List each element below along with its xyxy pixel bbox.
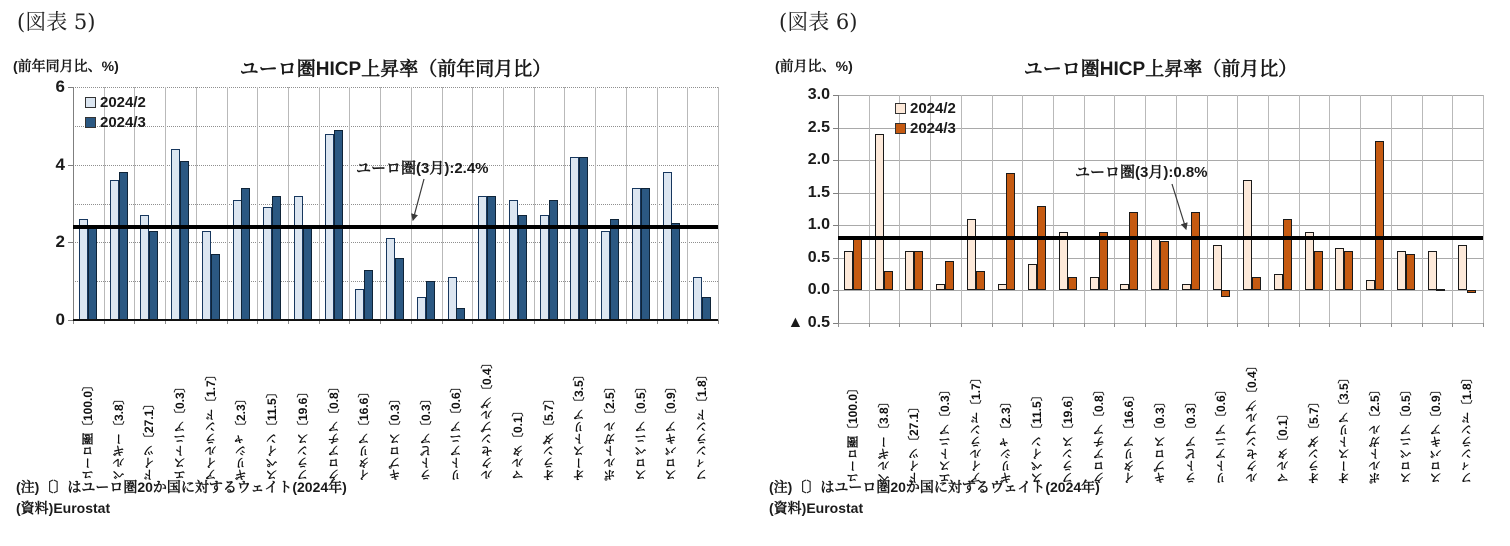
bar (610, 219, 619, 320)
x-category-label (73, 326, 104, 481)
x-category-label (899, 329, 930, 484)
gridline-v (1145, 95, 1146, 323)
gridline-h (838, 193, 1483, 194)
note-weights: (注)〔〕はユーロ圏20か国に対するウェイト(2024年) (769, 479, 1100, 495)
x-category-label-text: スロベニア〔0.5〕 (1398, 382, 1413, 484)
axis-tick (1145, 323, 1146, 327)
x-category-label-text: クロアチア〔0.8〕 (326, 380, 341, 481)
bar (663, 172, 672, 320)
bar (945, 261, 954, 290)
gridline-v (1114, 95, 1115, 323)
annotation-label: ユーロ圏(3月):2.4% (356, 160, 489, 177)
legend-swatch-2024-2 (895, 103, 906, 114)
x-category-label-text: ユーロ圏〔100.0〕 (80, 378, 95, 481)
axis-tick (1022, 323, 1023, 327)
gridline-h (838, 290, 1483, 291)
x-category-label (411, 326, 442, 481)
x-category-label (196, 326, 227, 481)
y-tick-label: 4 (55, 154, 65, 174)
bar (294, 196, 303, 320)
bar (1397, 251, 1406, 290)
axis-tick (833, 128, 838, 129)
bar (936, 284, 945, 291)
x-category-label-text: ドイツ〔27.1〕 (142, 397, 157, 481)
figure-label: (図表 6) (779, 10, 858, 34)
bar (853, 238, 862, 290)
gridline-v (257, 87, 258, 320)
y-tick-label: 6 (55, 77, 65, 96)
bar (1314, 251, 1323, 290)
x-category-label (165, 326, 196, 481)
y-tick-label: 2.5 (807, 118, 830, 136)
gridline-v (687, 87, 688, 320)
x-category-label (564, 326, 595, 481)
x-category-label (472, 326, 503, 481)
bar (1120, 284, 1129, 291)
x-category-label (442, 326, 473, 481)
y-tick-label: 1.0 (807, 216, 830, 233)
axis-tick (1329, 323, 1330, 327)
x-category-label (687, 326, 718, 481)
x-category-label-text: フィンランド〔1.8〕 (695, 368, 710, 481)
y-tick-label: 1.5 (807, 183, 830, 201)
x-category-label (1237, 329, 1268, 484)
bar (1151, 238, 1160, 290)
note-weights: (注)〔〕はユーロ圏20か国に対するウェイト(2024年) (16, 479, 347, 495)
gridline-v (196, 87, 197, 320)
gridline-v (534, 87, 535, 320)
x-category-label-text: スペイン〔11.5〕 (1030, 388, 1045, 484)
bar (355, 289, 364, 320)
gridline-v (1176, 95, 1177, 323)
bar (364, 270, 373, 320)
x-category-label-text: スペイン〔11.5〕 (265, 386, 280, 481)
legend-label: 2024/2 (100, 94, 146, 111)
bar (641, 188, 650, 320)
axis-tick (718, 320, 719, 324)
bar (487, 196, 496, 320)
legend-label: 2024/2 (910, 100, 956, 117)
gridline-v (411, 87, 412, 320)
x-category-label-text: ユーロ圏〔100.0〕 (845, 381, 860, 484)
x-category-label-text: オーストリア〔3.5〕 (572, 368, 587, 481)
axis-unit-label: (前年同月比、%) (13, 58, 119, 74)
gridline-v (503, 87, 504, 320)
x-category-label-text: フィンランド〔1.8〕 (1460, 370, 1475, 484)
x-category-label (657, 326, 688, 481)
bar (1252, 277, 1261, 290)
bar (386, 238, 395, 320)
x-category-label-text: ポルトガル〔2.5〕 (1367, 382, 1382, 484)
gridline-h (838, 95, 1483, 96)
x-category-label-text: マルタ〔0.1〕 (1275, 406, 1290, 484)
x-category-label (534, 326, 565, 481)
bar (905, 251, 914, 290)
chart-title: ユーロ圏HICP上昇率（前年同月比） (239, 59, 552, 80)
axis-unit-label: (前月比、%) (775, 58, 853, 74)
bar (875, 134, 884, 290)
axis-tick (838, 323, 839, 327)
x-category-label (1084, 329, 1115, 484)
x-category-label (1391, 329, 1422, 484)
bar (1090, 277, 1099, 290)
bar (1129, 212, 1138, 290)
x-category-label-text: ルクセンブルグ〔0.4〕 (480, 356, 495, 481)
x-category-label (1053, 329, 1084, 484)
bar (395, 258, 404, 320)
gridline-h (73, 126, 718, 127)
bar (1428, 251, 1437, 290)
gridline-v (1299, 95, 1300, 323)
y-axis-line (73, 87, 74, 320)
legend-label: 2024/3 (100, 114, 146, 131)
legend-swatch-2024-3 (895, 123, 906, 134)
gridline-v (227, 87, 228, 320)
y-tick-label: 3.0 (807, 86, 830, 103)
bar (1213, 245, 1222, 291)
reference-line (838, 236, 1483, 240)
bar (1458, 245, 1467, 291)
bar (693, 277, 702, 320)
axis-tick (833, 160, 838, 161)
x-category-label (930, 329, 961, 484)
y-tick-label: 0.5 (807, 248, 830, 266)
bar (540, 215, 549, 320)
bar (1182, 284, 1191, 291)
bar (967, 219, 976, 291)
bar (1467, 290, 1476, 293)
x-category-label-text: ラトビア〔0.3〕 (418, 392, 433, 481)
bar (417, 297, 426, 320)
gridline-v (442, 87, 443, 320)
gridline-h (73, 204, 718, 205)
chart-title: ユーロ圏HICP上昇率（前月比） (1023, 59, 1298, 80)
gridline-v (564, 87, 565, 320)
bar (579, 157, 588, 320)
gridline-h (73, 242, 718, 243)
bar (601, 231, 610, 320)
bar (884, 271, 893, 291)
gridline-v (1329, 95, 1330, 323)
axis-tick (992, 323, 993, 327)
x-category-label-text: エストニア〔0.3〕 (937, 382, 952, 484)
axis-tick (1391, 323, 1392, 327)
x-category-label-text: スロバキア〔0.9〕 (1429, 382, 1444, 484)
x-category-label (1114, 329, 1145, 484)
y-tick-label: 2 (55, 232, 65, 252)
gridline-v (380, 87, 381, 320)
bar (632, 188, 641, 320)
note-source: (資料)Eurostat (769, 500, 864, 516)
x-axis-line (73, 319, 718, 321)
x-category-label-text: イタリア〔16.6〕 (357, 385, 372, 481)
bar (998, 284, 1007, 291)
x-category-label (869, 329, 900, 484)
axis-tick (1268, 323, 1269, 327)
bar (241, 188, 250, 320)
axis-tick (68, 87, 73, 88)
axis-tick (869, 323, 870, 327)
bar (88, 227, 97, 320)
x-category-label (503, 326, 534, 481)
x-category-label-text: エストニア〔0.3〕 (172, 380, 187, 481)
axis-tick (68, 165, 73, 166)
x-category-label-text: ギリシャ〔2.3〕 (999, 394, 1014, 484)
gridline-v (1391, 95, 1392, 323)
bar (180, 161, 189, 320)
bar (1283, 219, 1292, 291)
x-category-label (626, 326, 657, 481)
x-category-label-text: リトアニア〔0.6〕 (1214, 382, 1229, 484)
axis-tick (1299, 323, 1300, 327)
bar (171, 149, 180, 320)
x-category-label (349, 326, 380, 481)
bar (1059, 232, 1068, 291)
gridline-v (992, 95, 993, 323)
x-category-label-text: ドイツ〔27.1〕 (907, 400, 922, 484)
bar (426, 281, 435, 320)
gridline-h (838, 225, 1483, 226)
gridline-v (349, 87, 350, 320)
bar (119, 172, 128, 320)
bar (1099, 232, 1108, 291)
bar (1335, 248, 1344, 290)
axis-tick (1237, 323, 1238, 327)
gridline-v (1483, 95, 1484, 323)
axis-tick (833, 95, 838, 96)
bar (1375, 141, 1384, 291)
x-category-label-text: フランス〔19.6〕 (1060, 388, 1075, 484)
axis-tick (1360, 323, 1361, 327)
x-category-label-text: ギリシャ〔2.3〕 (234, 392, 249, 481)
bar (976, 271, 985, 291)
x-category-label-text: ベルギー〔3.8〕 (111, 392, 126, 481)
reference-line (73, 225, 718, 229)
gridline-v (319, 87, 320, 320)
x-category-label-text: マルタ〔0.1〕 (510, 404, 525, 481)
bar (1274, 274, 1283, 290)
x-category-label-text: キプロス〔0.3〕 (1152, 394, 1167, 484)
x-category-label-text: ベルギー〔3.8〕 (876, 394, 891, 484)
x-category-label-text: オーストリア〔3.5〕 (1337, 370, 1352, 484)
gridline-v (1022, 95, 1023, 323)
axis-tick (961, 323, 962, 327)
gridline-v (472, 87, 473, 320)
bar (702, 297, 711, 320)
gridline-v (165, 87, 166, 320)
bar (509, 200, 518, 320)
y-axis-line (838, 95, 839, 323)
x-category-label-text: ルクセンブルグ〔0.4〕 (1245, 358, 1260, 484)
legend (85, 94, 146, 134)
bar (149, 231, 158, 320)
axis-tick (1053, 323, 1054, 327)
x-category-label (319, 326, 350, 481)
bar (1366, 280, 1375, 290)
x-category-label (1176, 329, 1207, 484)
bar (1028, 264, 1037, 290)
axis-tick (833, 193, 838, 194)
bar (518, 215, 527, 320)
bar (549, 200, 558, 320)
gridline-v (1207, 95, 1208, 323)
axis-tick (1483, 323, 1484, 327)
x-category-label-text: スロベニア〔0.5〕 (633, 380, 648, 481)
x-category-label-text: アイルランド〔1.7〕 (968, 370, 983, 484)
x-category-label-text: スロバキア〔0.9〕 (664, 380, 679, 481)
gridline-v (1237, 95, 1238, 323)
gridline-v (1452, 95, 1453, 323)
x-category-label-text: イタリア〔16.6〕 (1122, 388, 1137, 484)
bar (1344, 251, 1353, 290)
figure-label: (図表 5) (17, 10, 96, 34)
legend-item (85, 94, 146, 111)
y-tick-label: 0 (55, 310, 65, 329)
axis-tick (930, 323, 931, 327)
bar (1006, 173, 1015, 290)
gridline-v (1053, 95, 1054, 323)
x-category-label-text: リトアニア〔0.6〕 (449, 380, 464, 481)
x-category-label-text: オランダ〔5.7〕 (1306, 394, 1321, 484)
plot-area (55, 77, 718, 481)
gridline-v (595, 87, 596, 320)
bar (303, 227, 312, 320)
x-category-label (838, 329, 869, 484)
gridline-v (1360, 95, 1361, 323)
axis-tick (833, 290, 838, 291)
x-category-label (104, 326, 135, 481)
chart-figure6 (755, 0, 1510, 546)
bar (1305, 232, 1314, 291)
x-category-label (1299, 329, 1330, 484)
legend-swatch-2024-2 (85, 97, 96, 108)
axis-tick (1207, 323, 1208, 327)
y-tick-label: ▲ 0.5 (787, 313, 830, 331)
x-category-label (992, 329, 1023, 484)
bar (844, 251, 853, 290)
bar (914, 251, 923, 290)
bar (79, 219, 88, 320)
legend-item (895, 120, 956, 137)
axis-tick (1084, 323, 1085, 327)
bar (233, 200, 242, 320)
x-category-label-text: クロアチア〔0.8〕 (1091, 382, 1106, 484)
x-category-label-text: フランス〔19.6〕 (295, 385, 310, 481)
x-category-label (1360, 329, 1391, 484)
legend-item (895, 100, 956, 117)
bar (1436, 289, 1445, 291)
gridline-v (1268, 95, 1269, 323)
axis-tick (1422, 323, 1423, 327)
x-category-label (1207, 329, 1238, 484)
gridline-v (869, 95, 870, 323)
axis-tick (1176, 323, 1177, 327)
bar (110, 180, 119, 320)
bar (1037, 206, 1046, 291)
x-category-label (1022, 329, 1053, 484)
x-category-label (134, 326, 165, 481)
bar (1243, 180, 1252, 291)
x-category-label (257, 326, 288, 481)
x-category-label (961, 329, 992, 484)
x-category-label-text: ポルトガル〔2.5〕 (602, 380, 617, 481)
annotation-label: ユーロ圏(3月):0.8% (1075, 164, 1208, 181)
gridline-v (1422, 95, 1423, 323)
y-tick-label: 2.0 (807, 151, 830, 168)
gridline-h (73, 87, 718, 88)
gridline-v (1084, 95, 1085, 323)
legend (895, 100, 956, 140)
bar (202, 231, 211, 320)
gridline-v (288, 87, 289, 320)
y-tick-label: 0.0 (807, 281, 830, 298)
legend-swatch-2024-3 (85, 117, 96, 128)
x-category-label (227, 326, 258, 481)
gridline-v (718, 87, 719, 320)
x-category-label-text: アイルランド〔1.7〕 (203, 368, 218, 481)
bar (448, 277, 457, 320)
bar (1221, 290, 1230, 297)
gridline-v (657, 87, 658, 320)
axis-tick (833, 225, 838, 226)
bar (570, 157, 579, 320)
axis-tick (1452, 323, 1453, 327)
gridline-h (838, 323, 1483, 324)
bar (671, 223, 680, 320)
bar (140, 215, 149, 320)
x-category-label (595, 326, 626, 481)
x-category-label (1452, 329, 1483, 484)
x-category-label-text: オランダ〔5.7〕 (541, 392, 556, 481)
bar (1191, 212, 1200, 290)
legend-item (85, 114, 146, 131)
axis-tick (1114, 323, 1115, 327)
x-category-label (1422, 329, 1453, 484)
axis-tick (833, 258, 838, 259)
axis-tick (899, 323, 900, 327)
x-category-label (288, 326, 319, 481)
bar (478, 196, 487, 320)
x-category-label (1329, 329, 1360, 484)
bar (1068, 277, 1077, 290)
bar (272, 196, 281, 320)
bar (1406, 254, 1415, 290)
axis-tick (68, 242, 73, 243)
gridline-v (961, 95, 962, 323)
bar (211, 254, 220, 320)
bar (1160, 241, 1169, 290)
x-category-label (1145, 329, 1176, 484)
x-category-label (1268, 329, 1299, 484)
note-source: (資料)Eurostat (16, 500, 111, 516)
gridline-v (626, 87, 627, 320)
x-category-label (380, 326, 411, 481)
x-category-label-text: ラトビア〔0.3〕 (1183, 394, 1198, 484)
x-category-label-text: キプロス〔0.3〕 (387, 392, 402, 481)
legend-label: 2024/3 (910, 120, 956, 137)
